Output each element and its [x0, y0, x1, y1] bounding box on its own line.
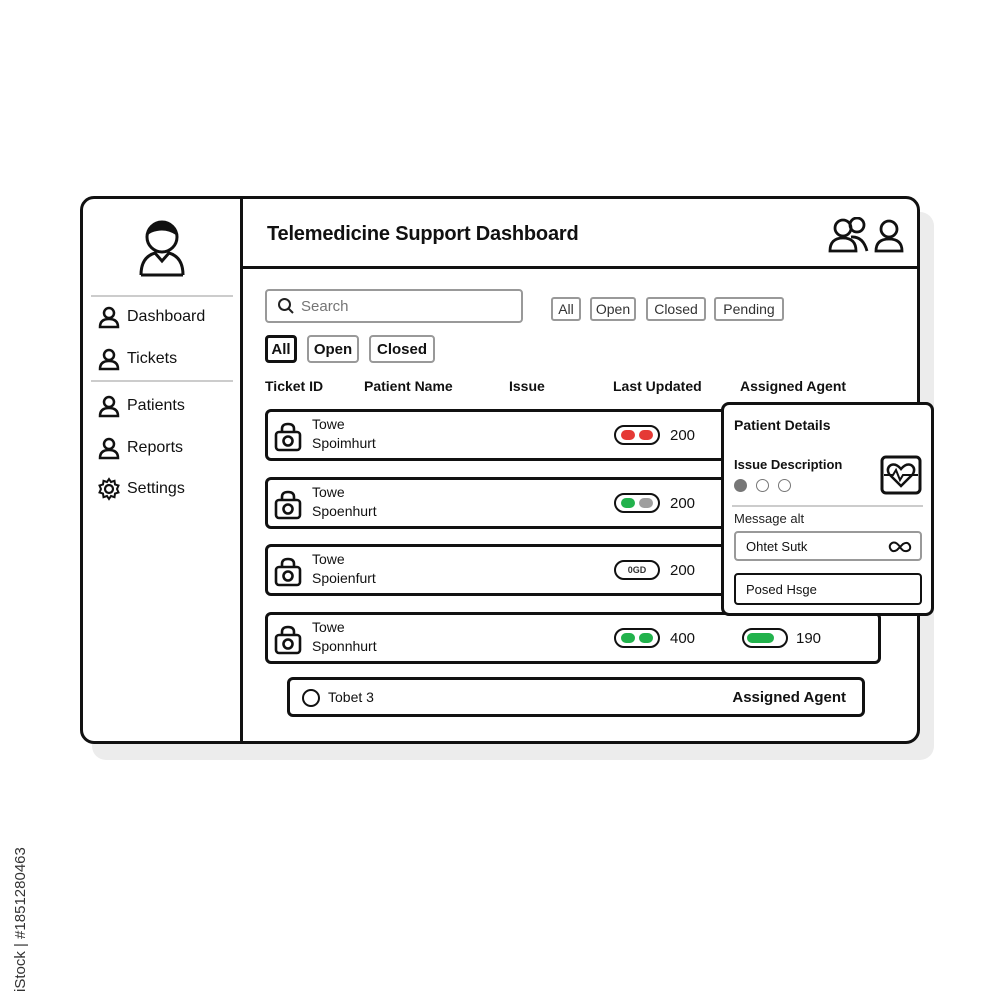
column-header-patient-name[interactable]: Patient Name — [364, 378, 453, 394]
pagination-dots[interactable] — [734, 479, 791, 492]
lock-icon — [274, 490, 302, 520]
dot[interactable] — [756, 479, 769, 492]
search-input[interactable] — [301, 298, 501, 315]
sidebar-item-label: Reports — [127, 439, 184, 456]
lock-icon — [274, 422, 302, 452]
summary-label: Tobet 3 — [328, 689, 374, 705]
filter-chip-closed[interactable]: Closed — [646, 297, 706, 321]
sidebar-item-tickets[interactable] — [97, 344, 177, 374]
sidebar — [83, 199, 243, 741]
patient-name: Spoenhurt — [312, 503, 377, 519]
search-box[interactable] — [265, 289, 523, 323]
sidebar-item-patients[interactable] — [97, 391, 185, 421]
filter-chip-open[interactable]: Open — [590, 297, 636, 321]
status-toggle[interactable] — [614, 493, 660, 513]
header — [243, 199, 917, 269]
lock-icon — [274, 557, 302, 587]
status-dot — [639, 498, 653, 508]
filter-chip-all[interactable]: All — [551, 297, 581, 321]
ticket-id: Towe — [312, 484, 345, 500]
tab-closed[interactable]: Closed — [369, 335, 435, 363]
column-header-ticket-id[interactable]: Ticket ID — [265, 378, 324, 394]
ticket-id: Towe — [312, 551, 345, 567]
post-message-button[interactable] — [734, 573, 922, 605]
user-icon — [97, 347, 121, 371]
popup-title: Patient Details — [734, 417, 831, 433]
status-toggle[interactable] — [614, 560, 660, 580]
search-icon — [277, 297, 295, 315]
patient-name: Spoimhurt — [312, 435, 376, 451]
last-updated-value: 400 — [670, 630, 696, 647]
user-icon — [97, 305, 121, 329]
status-dot — [621, 633, 635, 643]
sidebar-item-label: Settings — [127, 480, 185, 497]
patient-name: Sponnhurt — [312, 638, 377, 654]
agent-progress-bar[interactable] — [742, 628, 788, 648]
patient-details-popup — [721, 402, 934, 616]
tab-open[interactable]: Open — [307, 335, 359, 363]
last-updated-value: 200 — [670, 562, 696, 579]
sidebar-divider — [91, 380, 233, 382]
page-title: Telemedicine Support Dashboard — [267, 223, 579, 245]
agent-progress-fill — [747, 633, 774, 643]
user-icon — [97, 394, 121, 418]
link-icon[interactable] — [888, 540, 912, 554]
last-updated-value: 200 — [670, 495, 696, 512]
column-header-last-updated[interactable]: Last Updated — [613, 378, 702, 394]
status-dot — [621, 498, 635, 508]
sidebar-item-label: Dashboard — [127, 308, 206, 325]
status-text: 0GD — [627, 565, 647, 575]
lock-icon — [274, 625, 302, 655]
users-icon[interactable] — [827, 217, 909, 253]
column-header-assigned-agent[interactable]: Assigned Agent — [740, 378, 847, 394]
status-dot — [639, 633, 653, 643]
ticket-id: Towe — [312, 416, 345, 432]
dot[interactable] — [778, 479, 791, 492]
status-dot — [621, 430, 635, 440]
radio-button[interactable] — [302, 689, 320, 707]
stock-id-label: iStock | #1851280463 — [12, 847, 29, 992]
last-updated-value: 200 — [670, 427, 696, 444]
tab-all[interactable]: All — [265, 335, 297, 363]
patient-name: Spoienfurt — [312, 570, 376, 586]
heart-monitor-icon[interactable] — [880, 455, 922, 495]
ticket-id: Towe — [312, 619, 345, 635]
table-row[interactable] — [265, 612, 881, 664]
issue-description-label: Issue Description — [734, 457, 843, 472]
popup-divider — [732, 505, 923, 507]
status-toggle[interactable] — [614, 425, 660, 445]
agent-value: 190 — [796, 630, 822, 647]
status-toggle[interactable] — [614, 628, 660, 648]
status-dot — [639, 430, 653, 440]
sidebar-item-dashboard[interactable] — [97, 302, 205, 332]
message-label: Message alt — [734, 511, 805, 526]
user-icon — [97, 436, 121, 460]
sidebar-divider — [91, 295, 233, 297]
message-field[interactable] — [734, 531, 922, 561]
gear-icon — [97, 477, 121, 501]
sidebar-item-label: Patients — [127, 397, 185, 414]
sidebar-item-settings[interactable] — [97, 474, 185, 504]
sidebar-item-label: Tickets — [127, 350, 178, 367]
dot[interactable] — [734, 479, 747, 492]
summary-agent-label: Assigned Agent — [732, 689, 846, 706]
sidebar-item-reports[interactable] — [97, 433, 183, 463]
ticket-summary-bar[interactable] — [287, 677, 865, 717]
message-field-value: Ohtet Sutk — [746, 539, 808, 554]
column-header-issue[interactable]: Issue — [509, 378, 545, 394]
filter-chip-pending[interactable]: Pending — [714, 297, 784, 321]
post-message-label: Posed Hsge — [746, 582, 817, 597]
user-avatar-icon[interactable] — [137, 217, 187, 277]
